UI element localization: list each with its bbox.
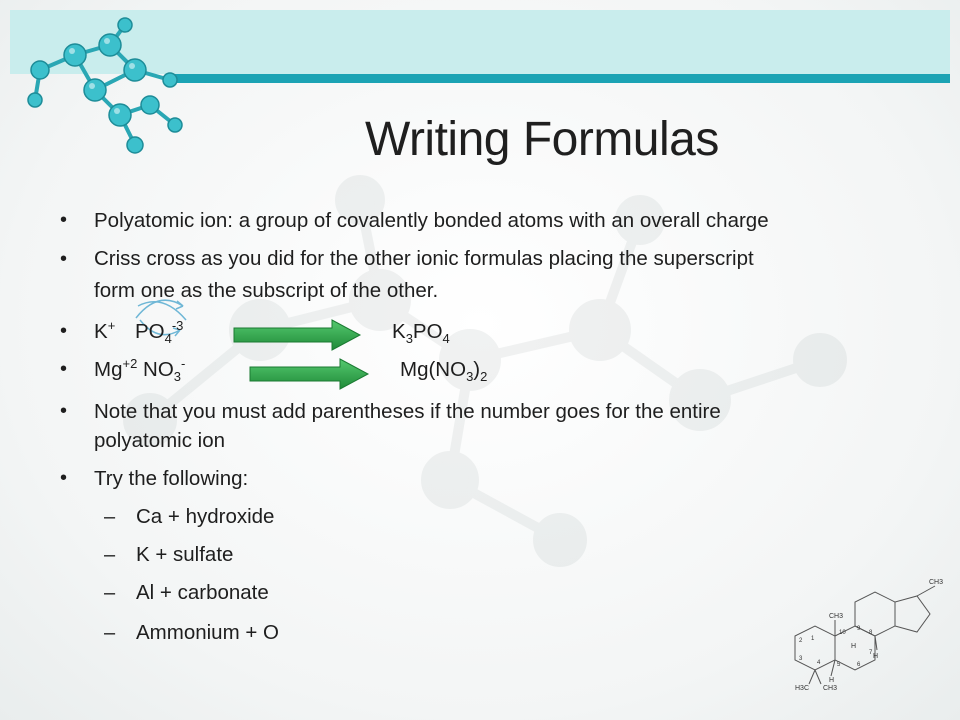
structure-hydrogen-label: H	[873, 653, 879, 660]
structure-methyl-label: H3C	[795, 685, 810, 692]
ion-no-charge: -	[181, 356, 186, 372]
product-k-subscript: 3	[405, 331, 413, 347]
structure-methyl-label: CH3	[823, 685, 838, 692]
bullet-icon: •	[60, 400, 68, 422]
bullet-parentheses-line2: polyatomic ion	[94, 429, 226, 452]
bullet-icon: •	[60, 248, 68, 270]
dash-icon: –	[104, 506, 116, 528]
steroid-structure-diagram	[785, 568, 955, 718]
subitem-k-sulfate: K + sulfate	[136, 543, 234, 566]
product-mg-no: Mg(NO	[400, 358, 467, 381]
arrow-right-icon	[232, 318, 362, 352]
structure-number: 2	[799, 638, 803, 644]
product-po-subscript: 4	[442, 331, 450, 347]
structure-number: 7	[869, 650, 873, 656]
product-close-paren: )	[473, 358, 481, 381]
product-po: PO	[412, 320, 443, 343]
structure-number: 4	[817, 660, 821, 666]
bullet-criss-cross-line1: Criss cross as you did for the other ionic formulas placing the superscript	[94, 247, 754, 270]
bullet-polyatomic-definition: Polyatomic ion: a group of covalently bonded atoms with an overall charge	[94, 209, 769, 232]
structure-methyl-label: CH3	[829, 613, 844, 620]
formula-mg-no3	[94, 356, 185, 384]
ion-po: PO	[134, 320, 165, 343]
dash-icon: –	[104, 622, 116, 644]
bullet-icon: •	[60, 209, 68, 231]
product-no-subscript: 3	[466, 369, 474, 385]
structure-number: 3	[799, 656, 803, 662]
dash-icon: –	[104, 582, 116, 604]
product-k: K	[392, 320, 406, 343]
product-outer-subscript: 2	[480, 369, 488, 385]
molecule-icon	[10, 10, 200, 160]
bullet-icon: •	[60, 320, 68, 342]
structure-number: 8	[869, 630, 873, 636]
ion-po-subscript: 4	[164, 331, 172, 347]
bullet-parentheses-line1: Note that you must add parentheses if the number goes for the entire	[94, 400, 721, 423]
header-accent-line	[170, 74, 950, 83]
ion-no: NO	[143, 358, 174, 381]
structure-methyl-label: CH3	[929, 579, 944, 586]
formula-k3po4	[392, 318, 450, 346]
structure-number: 1	[811, 636, 815, 642]
slide-title: Writing Formulas	[365, 113, 719, 166]
ion-k: K	[94, 320, 108, 343]
bullet-icon: •	[60, 358, 68, 380]
structure-hydrogen-label: H	[851, 643, 857, 650]
ion-mg-charge: +2	[122, 356, 138, 372]
ion-k-charge: +	[107, 318, 116, 334]
structure-hydrogen-label: H	[829, 677, 835, 684]
ion-no-subscript: 3	[173, 369, 181, 385]
ion-mg: Mg	[94, 358, 123, 381]
subitem-ammonium-o: Ammonium + O	[136, 621, 279, 644]
bullet-criss-cross-line2: form one as the subscript of the other.	[94, 279, 439, 302]
subitem-ca-hydroxide: Ca + hydroxide	[136, 505, 275, 528]
structure-number: 6	[857, 662, 861, 668]
arrow-right-icon	[248, 357, 370, 391]
structure-number: 9	[857, 626, 861, 632]
formula-mg-no3-2	[400, 356, 487, 384]
bullet-icon: •	[60, 467, 68, 489]
structure-number: 5	[837, 662, 841, 668]
ion-po-charge: -3	[171, 318, 184, 334]
subitem-al-carbonate: Al + carbonate	[136, 581, 269, 604]
dash-icon: –	[104, 544, 116, 566]
formula-k-po4	[94, 318, 183, 346]
structure-number: 10	[839, 630, 846, 636]
bullet-try-following: Try the following:	[94, 467, 249, 490]
